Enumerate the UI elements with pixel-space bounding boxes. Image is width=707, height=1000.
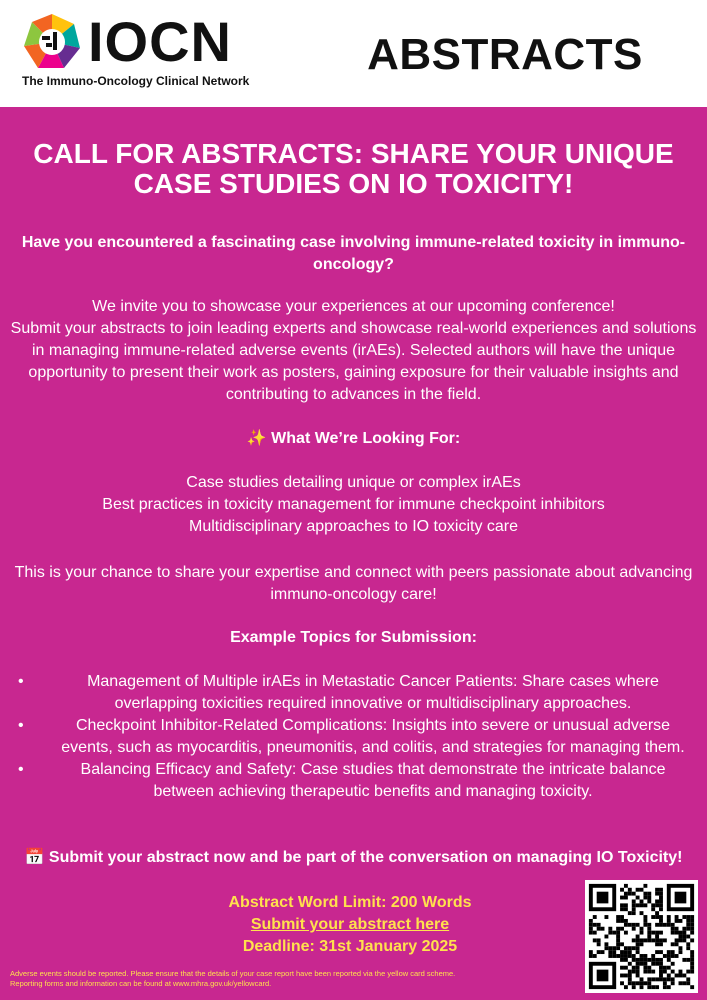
- document-label: ABSTRACTS: [367, 30, 643, 79]
- chance-text: This is your chance to share your expertise and connect with peers passionate about advancing immuno-oncology care!: [14, 564, 693, 603]
- logo-wordmark: IOCN: [88, 10, 232, 73]
- submit-abstract-link[interactable]: Submit your abstract here: [250, 916, 450, 933]
- looking-for-item: Case studies detailing unique or complex irAEs: [186, 474, 521, 491]
- adverse-events-note: [10, 969, 570, 989]
- bullet-icon: •: [18, 673, 24, 690]
- looking-for-heading: [8, 428, 699, 450]
- header: [0, 0, 707, 107]
- list-item: [14, 671, 694, 715]
- logo-subtitle: The Immuno-Oncology Clinical Network: [22, 74, 250, 88]
- topics-list: [14, 671, 694, 803]
- footnote-line-1: Adverse events should be reported. Please ensure that the details of your case report have been reported via the yellow card scheme.: [10, 969, 456, 978]
- sparkles-icon: ✨: [246, 430, 267, 447]
- qr-code-icon: [585, 880, 698, 993]
- bullet-icon: •: [18, 761, 24, 778]
- looking-for-item: Best practices in toxicity management for immune checkpoint inhibitors: [102, 496, 605, 513]
- footnote-line-2: Reporting forms and information can be found at www.mhra.gov.uk/yellowcard.: [10, 979, 272, 988]
- topic-text: Checkpoint Inhibitor-Related Complications: Insights into severe or unusual adverse events, such as myocarditis, pneumonitis, and colitis, and strategies for managing them.: [61, 717, 685, 756]
- call-to-action: [8, 847, 699, 869]
- intro-paragraph: Submit your abstracts to join leading experts and showcase real-world experiences and solutions in managing immune-related adverse events (irAEs). Selected authors will have the unique opportunity to present their work as posters, gaining exposure for their valuable insights and contributing to advances in the field.: [10, 320, 697, 403]
- topic-text: Balancing Efficacy and Safety: Case studies that demonstrate the intricate balance between achieving therapeutic benefits and managing toxicity.: [80, 761, 666, 800]
- question-text: Have you encountered a fascinating case involving immune-related toxicity in immuno-oncology?: [21, 234, 686, 273]
- content-panel: [0, 107, 707, 1000]
- list-item: [14, 715, 694, 759]
- looking-for-heading-text: What We’re Looking For:: [271, 430, 461, 447]
- iocn-logo-mark-icon: [22, 12, 82, 72]
- looking-for-item: Multidisciplinary approaches to IO toxicity care: [188, 518, 519, 535]
- qr-code[interactable]: [585, 880, 698, 993]
- intro-line-1: We invite you to showcase your experiences at our upcoming conference!: [92, 298, 615, 315]
- topic-text: Management of Multiple irAEs in Metastatic Cancer Patients: Share cases where overlapping toxicities required innovative or multidisciplinary approaches.: [87, 673, 659, 712]
- bullet-icon: •: [18, 717, 24, 734]
- deadline: Deadline: 31st January 2025: [242, 938, 458, 955]
- calendar-icon: 📅: [24, 849, 45, 866]
- topics-heading: Example Topics for Submission:: [230, 629, 477, 646]
- list-item: [14, 759, 694, 803]
- call-to-action-text: Submit your abstract now and be part of the conversation on managing IO Toxicity!: [48, 849, 683, 866]
- word-limit: Abstract Word Limit: 200 Words: [228, 894, 472, 911]
- headline: CALL FOR ABSTRACTS: SHARE YOUR UNIQUE CASE STUDIES ON IO TOXICITY!: [33, 138, 674, 199]
